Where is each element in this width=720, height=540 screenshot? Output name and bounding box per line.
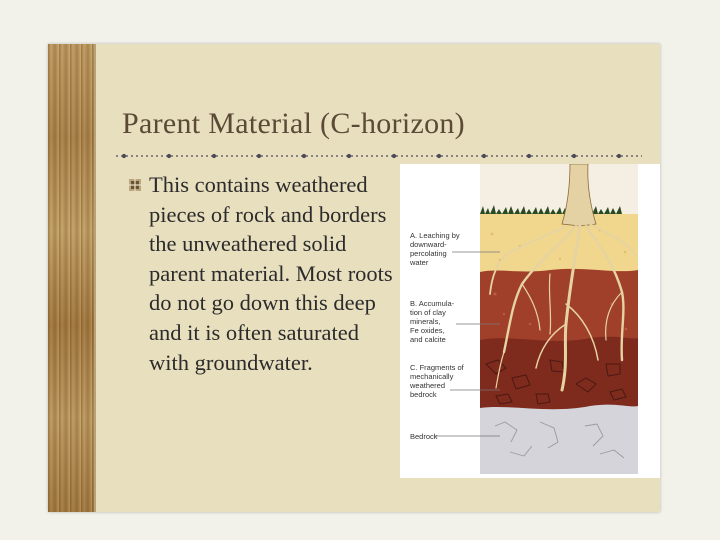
bullet-icon — [128, 178, 142, 192]
label-b: B. Accumula- tion of clay minerals, Fe oxides, and calcite — [410, 299, 455, 344]
wood-border — [48, 44, 94, 512]
slide-title: Parent Material (C-horizon) — [122, 107, 465, 140]
label-a: A. Leaching by downward- percolating water — [410, 231, 460, 267]
wood-border-edge — [94, 44, 96, 512]
slide — [48, 44, 660, 512]
bullet-text: This contains weathered pieces of rock and borders the unweathered solid parent material. Most roots do not go down this deep and it is often saturated with groundwater. — [149, 172, 393, 375]
horizon-b — [480, 269, 638, 342]
label-c: C. Fragments of mechanically weathered bedrock — [410, 363, 464, 399]
bedrock-layer — [480, 405, 638, 474]
sky-area — [480, 164, 638, 214]
soil-profile-illustration — [400, 164, 660, 478]
title-divider — [116, 152, 642, 160]
label-bedrock: Bedrock — [410, 432, 438, 441]
soil-profile-figure — [400, 164, 660, 478]
